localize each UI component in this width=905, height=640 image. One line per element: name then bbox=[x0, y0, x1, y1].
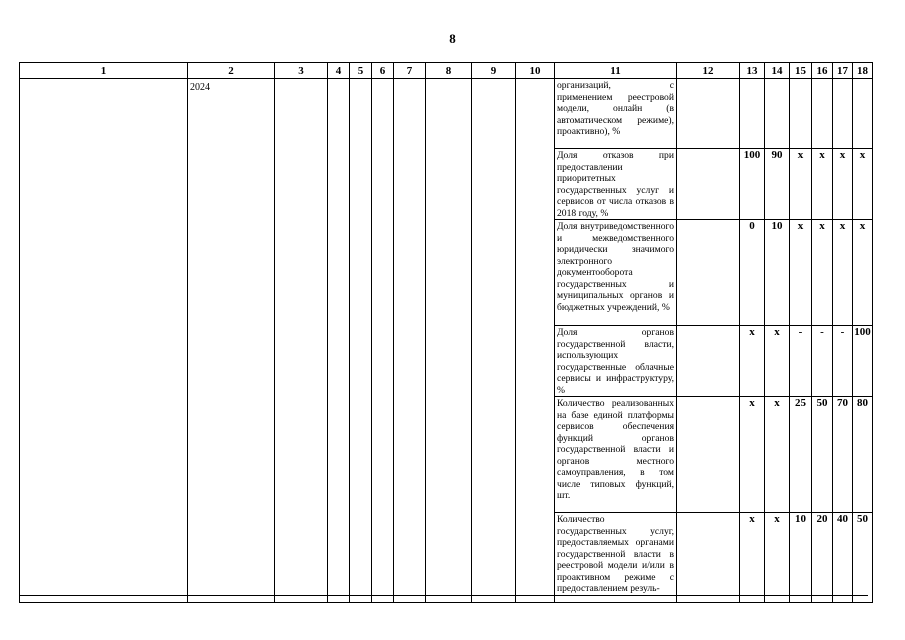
col-header: 7 bbox=[394, 63, 426, 79]
col-header: 10 bbox=[516, 63, 555, 79]
col-header: 17 bbox=[833, 63, 853, 79]
value-cell: 40 bbox=[833, 513, 853, 603]
indicator-cell bbox=[555, 326, 677, 397]
page-number: 8 bbox=[449, 31, 456, 46]
value-cell bbox=[812, 79, 833, 149]
value-cell: 80 bbox=[853, 397, 873, 513]
value-cell: 10 bbox=[790, 513, 812, 603]
value-cell: x bbox=[790, 220, 812, 326]
value-cell: x bbox=[740, 397, 765, 513]
indicator-text: организаций, с применением реестровой модели, онлайн (в автоматическом режиме), проактивно), % bbox=[557, 80, 674, 137]
col-header: 12 bbox=[677, 63, 740, 79]
value-cell: 25 bbox=[790, 397, 812, 513]
value-cell bbox=[765, 79, 790, 149]
cell-col6 bbox=[372, 79, 394, 603]
cell-col12 bbox=[677, 79, 740, 149]
value-cell: - bbox=[833, 326, 853, 397]
value-cell: x bbox=[812, 220, 833, 326]
col-header: 9 bbox=[472, 63, 516, 79]
col-header: 14 bbox=[765, 63, 790, 79]
value-cell bbox=[790, 79, 812, 149]
value-cell: x bbox=[812, 149, 833, 220]
col-header: 11 bbox=[555, 63, 677, 79]
year-cell bbox=[188, 79, 275, 603]
indicator-text: Доля внутриведомственного и межведомственного юридически значимого электронного документооборота государственных и муниципальных органов и бюджетных учреждений, % bbox=[557, 221, 674, 313]
value-cell: 50 bbox=[853, 513, 873, 603]
value-cell: x bbox=[833, 220, 853, 326]
col-header: 3 bbox=[275, 63, 328, 79]
table-bottom-border bbox=[19, 595, 868, 596]
indicator-cell bbox=[555, 397, 677, 513]
value-cell: 0 bbox=[740, 220, 765, 326]
col-header: 18 bbox=[853, 63, 873, 79]
col-header: 2 bbox=[188, 63, 275, 79]
value-cell: 20 bbox=[812, 513, 833, 603]
col-header: 16 bbox=[812, 63, 833, 79]
value-cell: x bbox=[765, 397, 790, 513]
value-cell: - bbox=[812, 326, 833, 397]
col-header: 1 bbox=[20, 63, 188, 79]
indicator-cell bbox=[555, 79, 677, 149]
indicator-text: Доля отказов при предоставлении приоритетных государственных услуг и сервисов от числа отказов в 2018 году, % bbox=[557, 150, 674, 219]
value-cell: - bbox=[790, 326, 812, 397]
value-cell: x bbox=[790, 149, 812, 220]
cell-col12 bbox=[677, 326, 740, 397]
indicator-text: Доля органов государственной власти, использующих государственные облачные сервисы и инфраструктуру, % bbox=[557, 327, 674, 396]
col-header: 15 bbox=[790, 63, 812, 79]
indicator-cell bbox=[555, 149, 677, 220]
cell-col1 bbox=[20, 79, 188, 603]
value-cell: x bbox=[765, 513, 790, 603]
value-cell: 10 bbox=[765, 220, 790, 326]
value-cell: 100 bbox=[853, 326, 873, 397]
col-header: 4 bbox=[328, 63, 350, 79]
cell-col3 bbox=[275, 79, 328, 603]
value-cell: x bbox=[740, 326, 765, 397]
cell-col10 bbox=[516, 79, 555, 603]
value-cell bbox=[853, 79, 873, 149]
col-header: 6 bbox=[372, 63, 394, 79]
value-cell: x bbox=[740, 513, 765, 603]
value-cell: 50 bbox=[812, 397, 833, 513]
cell-col5 bbox=[350, 79, 372, 603]
value-cell bbox=[740, 79, 765, 149]
col-header: 5 bbox=[350, 63, 372, 79]
indicator-cell bbox=[555, 513, 677, 603]
col-header: 8 bbox=[426, 63, 472, 79]
cell-col4 bbox=[328, 79, 350, 603]
table-row bbox=[20, 79, 873, 149]
value-cell: x bbox=[853, 220, 873, 326]
value-cell: x bbox=[765, 326, 790, 397]
indicator-cell bbox=[555, 220, 677, 326]
indicator-text: Количество государственных услуг, предоставляемых органами государственной власти в реестровой модели и/или в проактивном режиме с предоставлением резуль- bbox=[557, 514, 674, 594]
value-cell: 100 bbox=[740, 149, 765, 220]
value-cell: 90 bbox=[765, 149, 790, 220]
cell-col12 bbox=[677, 220, 740, 326]
header-row bbox=[20, 63, 873, 79]
cell-col12 bbox=[677, 397, 740, 513]
indicator-text: Количество реализованных на базе единой платформы сервисов обеспечения функций органов государственной власти и органов местного самоуправления, в том числе типовых функций, шт. bbox=[557, 398, 674, 501]
value-cell bbox=[833, 79, 853, 149]
col-header: 13 bbox=[740, 63, 765, 79]
value-cell: x bbox=[833, 149, 853, 220]
cell-col12 bbox=[677, 149, 740, 220]
value-cell: 70 bbox=[833, 397, 853, 513]
year-value: 2024 bbox=[190, 82, 210, 93]
cell-col9 bbox=[472, 79, 516, 603]
cell-col7 bbox=[394, 79, 426, 603]
cell-col8 bbox=[426, 79, 472, 603]
indicator-table bbox=[19, 62, 873, 603]
value-cell: x bbox=[853, 149, 873, 220]
cell-col12 bbox=[677, 513, 740, 603]
